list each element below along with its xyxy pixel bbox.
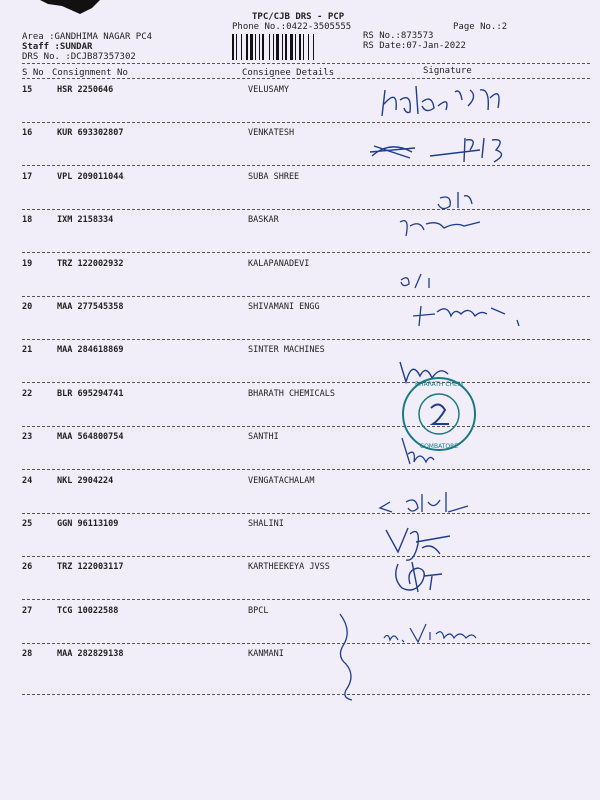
- row-consignment: TRZ 122002932: [57, 259, 124, 269]
- row-consignee: KANMANI: [248, 649, 284, 659]
- row-divider: [22, 209, 590, 210]
- row-consignee: SINTER MACHINES: [248, 345, 325, 355]
- row-sno: 18: [22, 215, 33, 225]
- row-divider: [22, 122, 590, 123]
- row-consignee: BHARATH CHEMICALS: [248, 389, 335, 399]
- scan-smudge: [40, 0, 100, 20]
- header-divider: [22, 63, 590, 64]
- signature-24: [376, 488, 476, 516]
- columns-divider: [22, 78, 590, 79]
- row-divider: [22, 599, 590, 600]
- row-sno: 16: [22, 128, 33, 138]
- row-consignment: GGN 96113109: [57, 519, 119, 529]
- row-consignment: HSR 2250646: [57, 85, 114, 95]
- row-consignee: SANTHI: [248, 432, 279, 442]
- col-consignee: Consignee Details: [242, 68, 335, 78]
- signature-27-28: [330, 610, 500, 702]
- barcode-bar: [290, 34, 293, 60]
- barcode-bar: [259, 34, 260, 60]
- row-sno: 23: [22, 432, 33, 442]
- row-consignee: SHIVAMANI ENGG: [248, 302, 320, 312]
- staff-label: Staff :SUNDAR: [22, 42, 93, 52]
- barcode-bar: [255, 34, 256, 60]
- row-consignment: NKL 2904224: [57, 476, 114, 486]
- row-sno: 15: [22, 85, 33, 95]
- barcode-bar: [246, 34, 248, 60]
- row-consignee: VENGATACHALAM: [248, 476, 315, 486]
- phone-number: Phone No.:0422-3505555: [232, 22, 352, 32]
- row-consignee: KARTHEEKEYA JVSS: [248, 562, 330, 572]
- row-sno: 20: [22, 302, 33, 312]
- row-consignment: VPL 209011044: [57, 172, 124, 182]
- signature-23: [398, 434, 438, 470]
- row-consignment: MAA 282829138: [57, 649, 124, 659]
- signature-26: [388, 558, 448, 598]
- row-consignee: VELUSAMY: [248, 85, 289, 95]
- svg-text:COMBATORE: COMBATORE: [419, 443, 459, 450]
- barcode-bar: [295, 34, 296, 60]
- barcode-bar: [308, 34, 309, 60]
- barcode-bar: [241, 34, 242, 60]
- row-divider: [22, 339, 590, 340]
- barcode-bar: [313, 34, 314, 60]
- barcode-bar: [285, 34, 287, 60]
- col-sno: S No: [22, 68, 44, 78]
- row-sno: 17: [22, 172, 33, 182]
- row-divider: [22, 252, 590, 253]
- barcode-bar: [299, 34, 301, 60]
- signature-16: [360, 128, 590, 164]
- barcode-bar: [236, 34, 237, 60]
- row-divider: [22, 426, 590, 427]
- report-title: TPC/CJB DRS - PCP: [252, 12, 345, 22]
- row-consignment: IXM 2158334: [57, 215, 114, 225]
- area-label: Area :GANDHIMA NAGAR PC4: [22, 32, 153, 42]
- col-signature: Signature: [423, 66, 472, 76]
- row-consignee: KALAPANADEVI: [248, 259, 310, 269]
- row-divider: [22, 643, 590, 644]
- page-number: Page No.:2: [453, 22, 508, 32]
- row-divider: [22, 556, 590, 557]
- signature-20: [395, 268, 535, 332]
- row-divider: [22, 382, 590, 383]
- barcode-bar: [262, 34, 264, 60]
- row-consignment: MAA 564800754: [57, 432, 124, 442]
- row-consignee: SHALINI: [248, 519, 284, 529]
- barcode-bar: [232, 34, 234, 60]
- rs-number: RS No.:873573: [363, 31, 434, 41]
- row-consignee: BASKAR: [248, 215, 279, 225]
- footer-divider: [22, 694, 590, 695]
- svg-text:BHARATH CHEM: BHARATH CHEM: [414, 381, 464, 388]
- row-sno: 26: [22, 562, 33, 572]
- row-divider: [22, 165, 590, 166]
- col-consignment: Consignment No: [52, 68, 128, 78]
- row-sno: 21: [22, 345, 33, 355]
- signature-18: [380, 186, 500, 246]
- row-consignee: BPCL: [248, 606, 269, 616]
- row-divider: [22, 513, 590, 514]
- barcode-bar: [276, 34, 279, 60]
- row-consignment: MAA 284618869: [57, 345, 124, 355]
- barcode: [232, 34, 354, 60]
- row-sno: 25: [22, 519, 33, 529]
- row-divider: [22, 469, 590, 470]
- row-consignment: MAA 277545358: [57, 302, 124, 312]
- row-consignment: BLR 695294741: [57, 389, 124, 399]
- barcode-bar: [282, 34, 283, 60]
- row-sno: 22: [22, 389, 33, 399]
- barcode-bar: [273, 34, 274, 60]
- row-sno: 24: [22, 476, 33, 486]
- row-consignee: SUBA SHREE: [248, 172, 300, 182]
- row-consignment: TCG 10022588: [57, 606, 119, 616]
- row-consignment: TRZ 122003117: [57, 562, 124, 572]
- row-sno: 19: [22, 259, 33, 269]
- row-consignee: VENKATESH: [248, 128, 295, 138]
- barcode-bar: [303, 34, 304, 60]
- row-consignment: KUR 693302807: [57, 128, 124, 138]
- drs-number: DRS No. :DCJB87357302: [22, 52, 136, 62]
- row-sno: 27: [22, 606, 33, 616]
- signature-15: [360, 80, 590, 120]
- row-sno: 28: [22, 649, 33, 659]
- barcode-bar: [250, 34, 253, 60]
- rs-date: RS Date:07-Jan-2022: [363, 41, 466, 51]
- barcode-bar: [269, 34, 270, 60]
